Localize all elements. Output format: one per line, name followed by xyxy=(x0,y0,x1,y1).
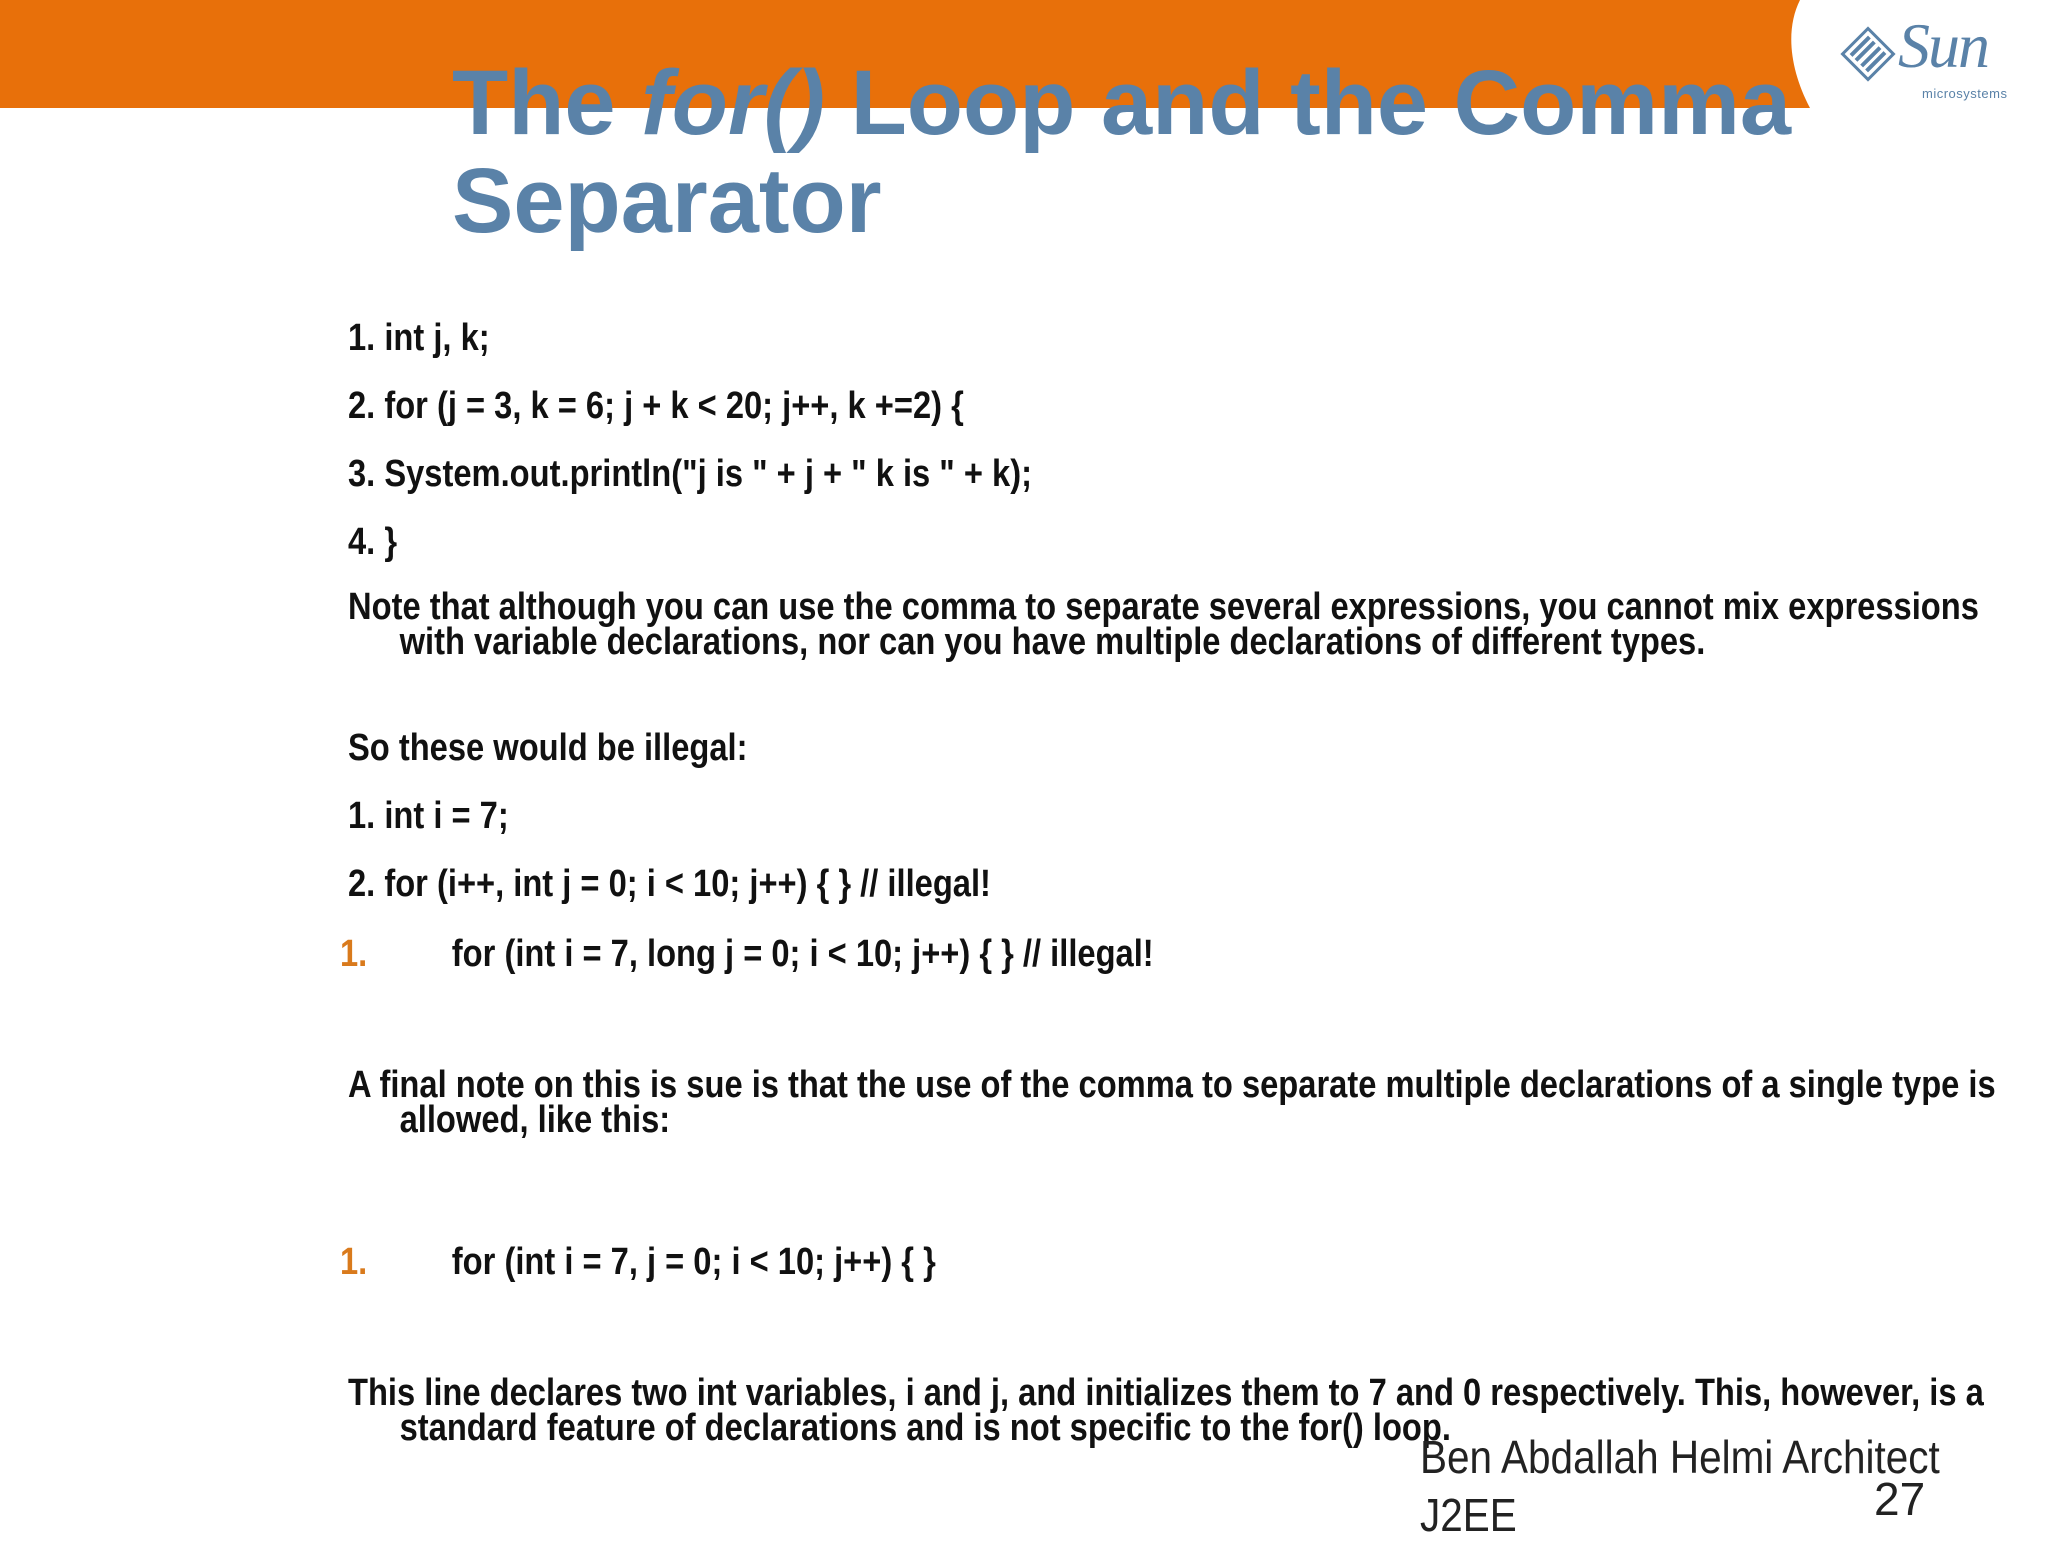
list-number: 1. xyxy=(340,933,368,975)
note-paragraph: A final note on this is sue is that the use of the comma to separate multiple declarations of a single type is allowed, like this: xyxy=(348,1064,1996,1141)
title-part-3: Loop and the Comma Separator xyxy=(452,52,1792,252)
footer-tag: J2EE xyxy=(1420,1489,1517,1541)
slide-title xyxy=(452,54,1932,250)
note-paragraph: This line declares two int variables, i and j, and initializes them to 7 and 0 respectively. This, however, is a standard feature of declarations and is not specific to the for() loop. xyxy=(348,1372,1984,1449)
numbered-code-line xyxy=(340,934,1154,974)
code-line: 3. System.out.println("j is " + j + " k is " + k); xyxy=(348,453,1032,495)
code-text: for (int i = 7, long j = 0; i < 10; j++) { } // illegal! xyxy=(451,933,1154,975)
note-paragraph: Note that although you can use the comma to separate several expressions, you cannot mix expressions with variable declarations, nor can you have multiple declarations of different types. xyxy=(348,586,1979,663)
code-line: 4. } xyxy=(348,521,398,563)
footer-author: Ben Abdallah Helmi Architect xyxy=(1420,1431,1940,1483)
list-number: 1. xyxy=(340,1241,368,1283)
page-number: 27 xyxy=(1874,1473,1926,1525)
title-part-2: for() xyxy=(641,52,826,154)
code-line: 2. for (j = 3, k = 6; j + k < 20; j++, k +=2) { xyxy=(348,385,964,427)
title-part-1: The xyxy=(452,52,642,154)
numbered-code-line xyxy=(340,1242,936,1282)
code-line: 2. for (i++, int j = 0; i < 10; j++) { } // illegal! xyxy=(348,863,991,905)
code-text: for (int i = 7, j = 0; i < 10; j++) { } xyxy=(451,1241,936,1283)
illegal-intro: So these would be illegal: xyxy=(348,727,748,769)
sun-logo-subtitle: microsystems xyxy=(1922,86,2008,101)
sun-logo-word: Sun xyxy=(1898,10,1988,81)
code-line: 1. int i = 7; xyxy=(348,795,509,837)
code-line: 1. int j, k; xyxy=(348,317,490,359)
